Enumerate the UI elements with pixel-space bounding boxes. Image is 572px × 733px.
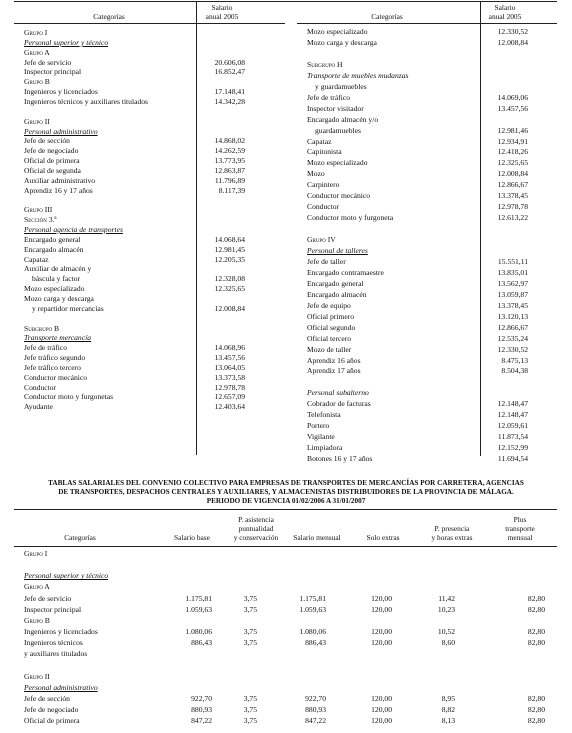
- table-cell-category: Jefe tráfico tercero: [24, 362, 81, 372]
- table-cell-value: 847,22: [191, 716, 212, 726]
- table-cell-value: 120,00: [371, 627, 392, 637]
- table-cell-salary: 12.059,61: [497, 421, 528, 431]
- table-cell-category: Conductor mecánico: [24, 372, 88, 382]
- table-cell-category: Conductor mecánico: [307, 191, 371, 201]
- top-rule: [14, 1, 557, 2]
- table-cell-category: Oficial de primera: [24, 156, 80, 166]
- table-cell-salary: 12.330,52: [497, 344, 528, 354]
- column-header-3: Salario mensual: [293, 533, 341, 542]
- table-cell-category: Personal superior y técnico: [24, 37, 109, 47]
- table-cell-salary: 8.504,38: [501, 366, 528, 376]
- table-cell-salary: 13.457,56: [214, 353, 245, 363]
- table-cell-salary: 12.934,91: [497, 136, 528, 146]
- table-cell-category: Encargado general: [307, 278, 364, 288]
- table-cell-value: 82,80: [527, 716, 545, 726]
- table-cell-value: 886,43: [305, 638, 326, 648]
- table-cell-category: Inspector principal: [24, 67, 82, 77]
- table-cell-value: 11,42: [438, 593, 455, 603]
- table-cell-category: Mozo carga y descarga: [24, 293, 94, 303]
- table-cell-category: Limpiadora: [307, 443, 343, 453]
- table-cell-value: 120,00: [371, 604, 392, 614]
- table-cell-salary: 12.866,67: [497, 322, 528, 332]
- table-cell-value: 82,80: [527, 638, 545, 648]
- column-header-6: Plus transporte mensual: [505, 515, 535, 542]
- column-header-categorias: Categorías: [371, 12, 403, 21]
- table-cell-category: Conductor: [307, 202, 340, 212]
- table-cell-category: y repartidor mercancías: [32, 303, 104, 313]
- table-cell-salary: 13.378,45: [497, 300, 528, 310]
- table-cell-salary: 13.373,58: [214, 372, 245, 382]
- table-cell-category: Personal de talleres: [307, 246, 368, 255]
- table-cell-value: 8,95: [441, 693, 455, 703]
- table-cell-value: 847,22: [305, 716, 326, 726]
- table-cell-value: 120,00: [371, 705, 392, 715]
- table-cell-value: 3,75: [243, 716, 257, 726]
- table-cell-salary: 12.008,84: [497, 37, 528, 47]
- table-cell-category: Botones 16 y 17 años: [307, 454, 373, 464]
- table-cell-category: Ingenieros y licenciados: [24, 627, 98, 637]
- table-cell-category: Ingenieros y licenciados: [24, 87, 98, 97]
- column-header-1: Salario base: [174, 533, 210, 542]
- table-cell-category: Capataz: [24, 254, 49, 264]
- table-cell-category: Jefe de equipo: [307, 300, 351, 310]
- table-cell-category: Mozo especializado: [24, 284, 85, 294]
- table-cell-salary: 12.863,87: [214, 165, 245, 175]
- table-cell-salary: 12.328,08: [214, 274, 245, 284]
- table-cell-category: Portero: [307, 421, 330, 431]
- table-cell-category: Subgrupo B: [24, 323, 60, 333]
- table-cell-salary: 13.378,45: [497, 191, 528, 201]
- table-cell-salary: 14.342,28: [214, 96, 245, 106]
- table-cell-value: 1.080,06: [299, 627, 326, 637]
- table-cell-category: Jefe tráfico segundo: [24, 353, 86, 363]
- table-cell-category: Oficial primero: [307, 311, 355, 321]
- table-cell-value: 120,00: [371, 638, 392, 648]
- column-header-salario: Salario anual 2005: [205, 3, 239, 21]
- table-cell-salary: 12.535,24: [497, 333, 528, 343]
- table-cell-salary: 12.152,99: [497, 443, 528, 453]
- table-cell-category: Telefonista: [307, 410, 341, 420]
- table-cell-salary: 8.117,39: [218, 185, 245, 195]
- table-cell-category: Jefe de negociado: [24, 146, 79, 156]
- table-cell-category: Carpintero: [307, 180, 340, 190]
- table-cell-category: Jefe de sección: [24, 693, 70, 703]
- table-cell-salary: 14.068,96: [214, 343, 245, 353]
- table-cell-category: Oficial de primera: [24, 716, 80, 726]
- table-cell-salary: 14.262,59: [214, 146, 245, 156]
- table-cell-value: 3,75: [243, 705, 257, 715]
- table-cell-category: Jefe de tráfico: [24, 343, 68, 353]
- table-cell-category: Jefe de negociado: [24, 705, 79, 715]
- table-cell-value: 3,75: [243, 627, 257, 637]
- table-cell-category: Encargado almacén: [307, 289, 367, 299]
- table-cell-salary: 12.613,22: [497, 213, 528, 223]
- table-cell-value: 120,00: [371, 716, 392, 726]
- column-header-salario: Salario anual 2005: [488, 3, 522, 21]
- table-cell-category: Encargado general: [24, 234, 81, 244]
- table-cell-category: Aprendiz 16 y 17 años: [24, 185, 93, 195]
- table-cell-value: 3,75: [243, 604, 257, 614]
- title-line-2: DE TRANSPORTES, DESPACHOS CENTRALES Y AUXILIARES, Y ALMACENISTAS DISTRIBUIDORES DE LA PROVINCIA DE MÁLAGA.: [58, 488, 514, 496]
- table-cell-value: 880,93: [305, 705, 326, 715]
- table-cell-category: Jefe de tráfico: [307, 92, 351, 102]
- table-cell-category: Mozo especializado: [307, 27, 368, 36]
- table-cell-value: 922,70: [305, 693, 326, 703]
- table-cell-value: 922,70: [191, 693, 212, 703]
- table-cell-salary: 12.325,65: [214, 284, 245, 294]
- table-cell-salary: 12.657,09: [214, 392, 245, 402]
- table-cell-category: Capitonista: [307, 147, 342, 157]
- table-cell-category: Conductor moto y furgoneta: [307, 213, 394, 223]
- table-cell-category: Ingenieros técnicos y auxiliares titulados: [24, 96, 148, 106]
- table-cell-category: Grupo A: [24, 47, 50, 57]
- table-cell-salary: 12.148,47: [497, 410, 528, 420]
- table-cell-salary: 12.978,78: [214, 382, 245, 392]
- table-cell-value: 120,00: [371, 593, 392, 603]
- column-header-2: P. asistencia puntualidad y conservación: [233, 515, 279, 542]
- table-cell-category: Personal administrativo: [24, 126, 98, 136]
- table-cell-value: 1.059,63: [299, 604, 326, 614]
- table-cell-category: Capataz: [307, 136, 332, 146]
- table-cell-salary: 14.069,06: [497, 92, 528, 102]
- table-cell-salary: 12.981,45: [214, 244, 245, 254]
- table-cell-category: Grupo II: [24, 116, 50, 126]
- table-cell-salary: 12.148,47: [497, 399, 528, 409]
- column-divider: [480, 1, 481, 456]
- table-cell-category: Grupo A: [24, 582, 50, 592]
- table-cell-category: Personal superior y técnico: [24, 571, 109, 581]
- table-cell-category: Grupo I: [24, 549, 48, 558]
- table-cell-category: Ingenieros técnicos: [24, 638, 83, 648]
- table-cell-category: Sección 3.ª: [24, 215, 57, 225]
- table-cell-category: Grupo I: [24, 28, 48, 37]
- table-cell-category: Oficial tercero: [307, 333, 352, 343]
- table-cell-salary: 12.330,52: [497, 27, 528, 36]
- table-cell-category: Grupo B: [24, 77, 50, 87]
- title-line-1: TABLAS SALARIALES DEL CONVENIO COLECTIVO PARA EMPRESAS DE TRANSPORTES DE MERCANCÍAS POR CARRETERA, AGENCIAS: [48, 479, 524, 487]
- table-cell-category: Oficial segundo: [307, 322, 356, 332]
- bottom-header-rule: [14, 546, 557, 547]
- table-cell-category: Jefe de sección: [24, 136, 70, 146]
- table-cell-category: Aprendiz 17 años: [307, 366, 361, 376]
- table-cell-value: 10,52: [437, 627, 455, 637]
- table-cell-value: 1.080,06: [185, 627, 212, 637]
- table-cell-category: Jefe de taller: [307, 256, 346, 266]
- table-cell-category: Oficial de segunda: [24, 165, 81, 175]
- table-cell-value: 880,93: [191, 705, 212, 715]
- header-rule: [297, 23, 557, 24]
- table-cell-value: 82,80: [527, 627, 545, 637]
- table-cell-salary: 13.120,13: [497, 311, 528, 321]
- table-cell-salary: 17.148,41: [214, 87, 245, 97]
- table-cell-salary: 20.606,08: [214, 57, 245, 67]
- table-cell-value: 1.059,63: [185, 604, 212, 614]
- table-cell-salary: 12.981,46: [497, 125, 528, 135]
- table-cell-salary: 12.978,78: [497, 202, 528, 212]
- table-cell-value: 8,13: [441, 716, 455, 726]
- table-cell-category: Personal administrativo: [24, 682, 98, 692]
- title-line-3: PERIODO DE VIGENCIA 01/02/2006 A 31/01/2007: [206, 497, 366, 505]
- table-cell-category: Conductor: [24, 382, 57, 392]
- table-cell-category: Mozo especializado: [307, 158, 368, 168]
- table-cell-value: 82,80: [527, 705, 545, 715]
- table-cell-value: 8,60: [441, 638, 455, 648]
- table-cell-salary: 15.551,11: [497, 256, 528, 266]
- table-cell-salary: 13.059,87: [497, 289, 528, 299]
- table-cell-category: guardamuebles: [315, 125, 361, 135]
- table-cell-salary: 13.562,97: [497, 278, 528, 288]
- table-cell-category: Personal subalterno: [307, 388, 369, 398]
- table-cell-category: Encargado contramaestre: [307, 267, 384, 277]
- table-cell-value: 82,80: [527, 593, 545, 603]
- table-cell-category: Mozo carga y descarga: [307, 37, 377, 47]
- table-cell-value: 1.175,81: [185, 593, 212, 603]
- table-cell-salary: 12.418,26: [497, 147, 528, 157]
- table-cell-value: 82,80: [527, 693, 545, 703]
- table-cell-category: Grupo III: [24, 205, 53, 215]
- table-cell-salary: 12.866,67: [497, 180, 528, 190]
- table-cell-value: 3,75: [243, 638, 257, 648]
- table-cell-category: y guardamuebles: [315, 81, 367, 91]
- table-cell-category: Cobrador de facturas: [307, 399, 371, 409]
- table-cell-salary: 11.873,54: [497, 432, 528, 442]
- table-cell-category: Grupo IV: [307, 235, 336, 245]
- table-cell-category: Grupo II: [24, 671, 50, 681]
- table-cell-salary: 13.457,56: [497, 103, 528, 113]
- table-cell-category: Conductor moto y furgonetas: [24, 392, 114, 402]
- table-cell-category: Auxiliar administrativo: [24, 175, 96, 185]
- table-cell-category: y auxiliares titulados: [24, 649, 88, 659]
- table-cell-salary: 12.008,84: [497, 169, 528, 179]
- column-header-0: Categorías: [64, 533, 96, 542]
- table-cell-value: 3,75: [243, 693, 257, 703]
- table-cell-salary: 12.205,35: [214, 254, 245, 264]
- table-cell-salary: 8.475,13: [501, 355, 528, 365]
- table-cell-category: Personal agencia de transportes: [24, 225, 123, 234]
- table-cell-salary: 13.064,05: [214, 362, 245, 372]
- table-cell-category: Subgrupo H: [307, 59, 343, 69]
- table-cell-category: Vigilante: [307, 432, 335, 442]
- table-cell-value: 120,00: [371, 693, 392, 703]
- column-header-categorias: Categorías: [93, 12, 125, 21]
- column-header-4: Solo extras: [366, 533, 400, 542]
- table-cell-category: Mozo: [307, 169, 325, 179]
- column-header-5: P. presencia y horas extras: [431, 524, 473, 542]
- table-cell-category: Auxiliar de almacén y: [24, 264, 92, 274]
- table-cell-category: Inspector visitador: [307, 103, 364, 113]
- table-cell-salary: 14.068,64: [214, 234, 245, 244]
- table-cell-category: báscula y factor: [32, 274, 81, 284]
- table-cell-category: Ayudante: [24, 402, 53, 412]
- table-cell-salary: 12.403,64: [214, 402, 245, 412]
- table-cell-category: Jefe de servicio: [24, 593, 72, 603]
- table-cell-category: Mozo de taller: [307, 344, 352, 354]
- table-cell-category: Encargado almacén: [24, 244, 84, 254]
- table-cell-category: Transporte de muebles mudanzas: [307, 70, 409, 80]
- table-cell-salary: 12.008,84: [214, 303, 245, 313]
- table-cell-category: Transporte mercancía: [24, 333, 92, 343]
- table-cell-category: Grupo B: [24, 615, 50, 625]
- table-cell-salary: 14.868,02: [214, 136, 245, 146]
- table-cell-value: 886,43: [191, 638, 212, 648]
- table-cell-category: Encargado almacén y/o: [307, 114, 379, 124]
- table-cell-value: 10,23: [437, 604, 455, 614]
- table-cell-category: Jefe de servicio: [24, 57, 72, 67]
- table-cell-category: Inspector principal: [24, 604, 82, 614]
- table-cell-salary: 13.773,95: [214, 156, 245, 166]
- table-cell-value: 82,80: [527, 604, 545, 614]
- table-cell-salary: 12.325,65: [497, 158, 528, 168]
- bottom-top-rule: [14, 509, 557, 510]
- table-cell-value: 1.175,81: [299, 593, 326, 603]
- table-cell-salary: 11.694,54: [497, 454, 528, 464]
- table-cell-value: 8,82: [441, 705, 455, 715]
- header-rule: [14, 23, 285, 24]
- column-divider: [196, 1, 197, 455]
- table-cell-salary: 16.852,47: [214, 67, 245, 77]
- table-cell-category: Aprendiz 16 años: [307, 355, 361, 365]
- table-cell-salary: 13.835,01: [497, 267, 528, 277]
- table-cell-salary: 11.796,89: [214, 175, 245, 185]
- table-cell-value: 3,75: [243, 593, 257, 603]
